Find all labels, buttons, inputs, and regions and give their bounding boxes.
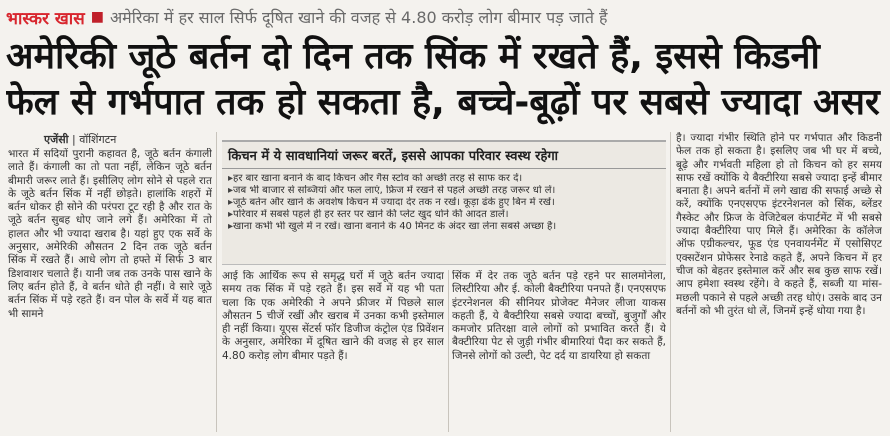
headline-line-1: अमेरिकी जूठे बर्तन दो दिन तक सिंक में रखते हैं, इससे किडनी xyxy=(6,36,820,77)
byline: एजेंसी | वॉशिंगटन xyxy=(44,133,117,146)
tips-box-title: किचन में ये सावधानियां जरूर बरतें, इससे आपका परिवार स्वस्थ रहेगा xyxy=(222,142,666,169)
top-kicker-line xyxy=(6,4,884,30)
article-column-4: है। ज्यादा गंभीर स्थिति होने पर गर्भपात और किडनी फेल तक हो सकता है। इसलिए जब भी घर में बच्चे, बूढ़े और गर्भवती महिला हो तो किचन को हर समय साफ रखें क्योंकि ये बैक्टीरिया सबसे ज्यादा इन्हें बीमार बनाता है। अपने बर्तनों में लगे खाद्य की सफाई अच्छे से करें, क्योंकि एनएसएफ इंटरनेशनल को सिंक, ब्लेंडर गैस्केट और फ्रिज के वेजिटेबल कंपार्टमेंट में भी सबसे ज्यादा बैक्टीरिया पाए मिले हैं। अमेरिका के कॉलेज ऑफ एग्रीकल्चर, फूड एंड एनवायर्नमेंट में एसोसिएट एक्सटेंशन प्रोफेसर रेनाडे कहते हैं, अपने किचन में हर चीज को बेहतर इस्तेमाल करें और सब कुछ साफ रखें। आप हमेशा स्वस्थ रहेंगे। वे कहते हैं, सब्जी या मांस-मछली पकाने से पहले अच्छी तरह धोएं। उसके बाद उन बर्तनों को भी तुरंत धो लें, जिनमें इन्हें धोया गया है। xyxy=(676,132,882,317)
column-divider xyxy=(670,132,671,432)
tips-list xyxy=(222,173,666,233)
tips-list-item: ▸ हर बार खाना बनाने के बाद किचन और गैस स्टोव को अच्छी तरह से साफ कर दें। xyxy=(228,173,660,185)
tips-list-item: ▸ परिवार में सबसे पहले ही हर स्तर पर खाने की प्लेट खुद धोने की आदत डालें। xyxy=(228,209,660,221)
tips-list-item: ▸ जूठे बर्तन और खाने के अवशेष किचन में ज्यादा देर तक न रखें। कूड़ा ढंके हुए बिन में रखें। xyxy=(228,197,660,209)
headline-line-2: फेल से गर्भपात तक हो सकता है, बच्चे-बूढ़ों पर सबसे ज्यादा असर xyxy=(6,82,880,123)
byline-agency: एजेंसी xyxy=(44,133,69,146)
tips-box xyxy=(222,140,666,265)
tips-list-item: ▸ खाना कभी भी खुले में न रखें। खाना बनाने के 40 मिनट के अंदर खा लेना सबसे अच्छा है। xyxy=(228,221,660,233)
article-column-2: आई कि आर्थिक रूप से समृद्ध घरों में जूठे बर्तन ज्यादा समय तक सिंक में पड़े रहते हैं। इस सर्वे में यह भी पता चला कि एक अमेरिकी ने अपने फ्रीजर में पिछले साल औसतन 5 चीजें रखीं और खराब में उनका कभी इस्तेमाल ही नहीं किया। यूएस सेंटर्स फॉर डिजीज कंट्रोल एंड प्रिवेंशन के अनुसार, अमेरिका में दूषित खाने की वजह से हर साल 4.80 करोड़ लोग बीमार पड़ते हैं। xyxy=(222,270,444,362)
brand-label: भास्कर खास xyxy=(6,8,85,29)
tips-list-item: ▸ जब भी बाजार से सब्जियां और फल लाएं, फ्रिज में रखने से पहले अच्छी तरह जरूर धो लें। xyxy=(228,185,660,197)
bullet-icon: ■ xyxy=(90,9,104,25)
article-column-1: भारत में सदियों पुरानी कहावत है, जूठे बर्तन कंगाली लाते हैं। कंगाली का तो पता नहीं, लेकिन जूठे बर्तन बीमारी जरूर लाते हैं। इसीलिए लोग सोने से पहले रात के जूठे बर्तन सिंक में नहीं छोड़ते। हालांकि शहरों में बर्तन धोकर ही सोने की परंपरा टूट रही है और रात के जूठे बर्तन सुबह धोए जाने लगे हैं। अमेरिका में तो हालत और भी ज्यादा खराब है। यहां हुए एक सर्वे के अनुसार, अमेरिकी औसतन 2 दिन तक जूठे बर्तन सिंक में रखते हैं। आधे लोग तो हफ्ते में सिर्फ 3 बार डिशवाशर चलाते हैं। यानी जब तक उनके पास खाने के लिए बर्तन होते हैं, वे बर्तन धोते ही नहीं। वे सारे जूठे बर्तन सिंक में पड़े रहते हैं। वन पोल के सर्वे में यह बात भी सामने xyxy=(8,148,212,320)
column-divider xyxy=(448,270,449,432)
byline-place: वॉशिंगटन xyxy=(79,133,117,146)
kicker-text: अमेरिका में हर साल सिर्फ दूषित खाने की वजह से 4.80 करोड़ लोग बीमार पड़ जाते हैं xyxy=(109,8,608,27)
article-column-3: सिंक में देर तक जूठे बर्तन पड़े रहने पर सालमोनेला, लिस्टीरिया और ई. कोली बैक्टीरिया पनपते हैं। एनएसएफ इंटरनेशनल की सीनियर प्रोजेक्ट मैनेजर लीजा याकस कहती हैं, ये बैक्टीरिया सबसे ज्यादा बच्चों, बुजुर्गों और कमजोर प्रतिरक्षा वाले लोगों को प्रभावित करते हैं। ये बैक्टीरिया पेट से जुड़ी गंभीर बीमारियां पैदा कर सकते हैं, जिनसे लोगों को उल्टी, पेट दर्द या डायरिया हो सकता xyxy=(452,270,666,362)
column-divider xyxy=(216,132,217,432)
headline xyxy=(6,34,884,126)
